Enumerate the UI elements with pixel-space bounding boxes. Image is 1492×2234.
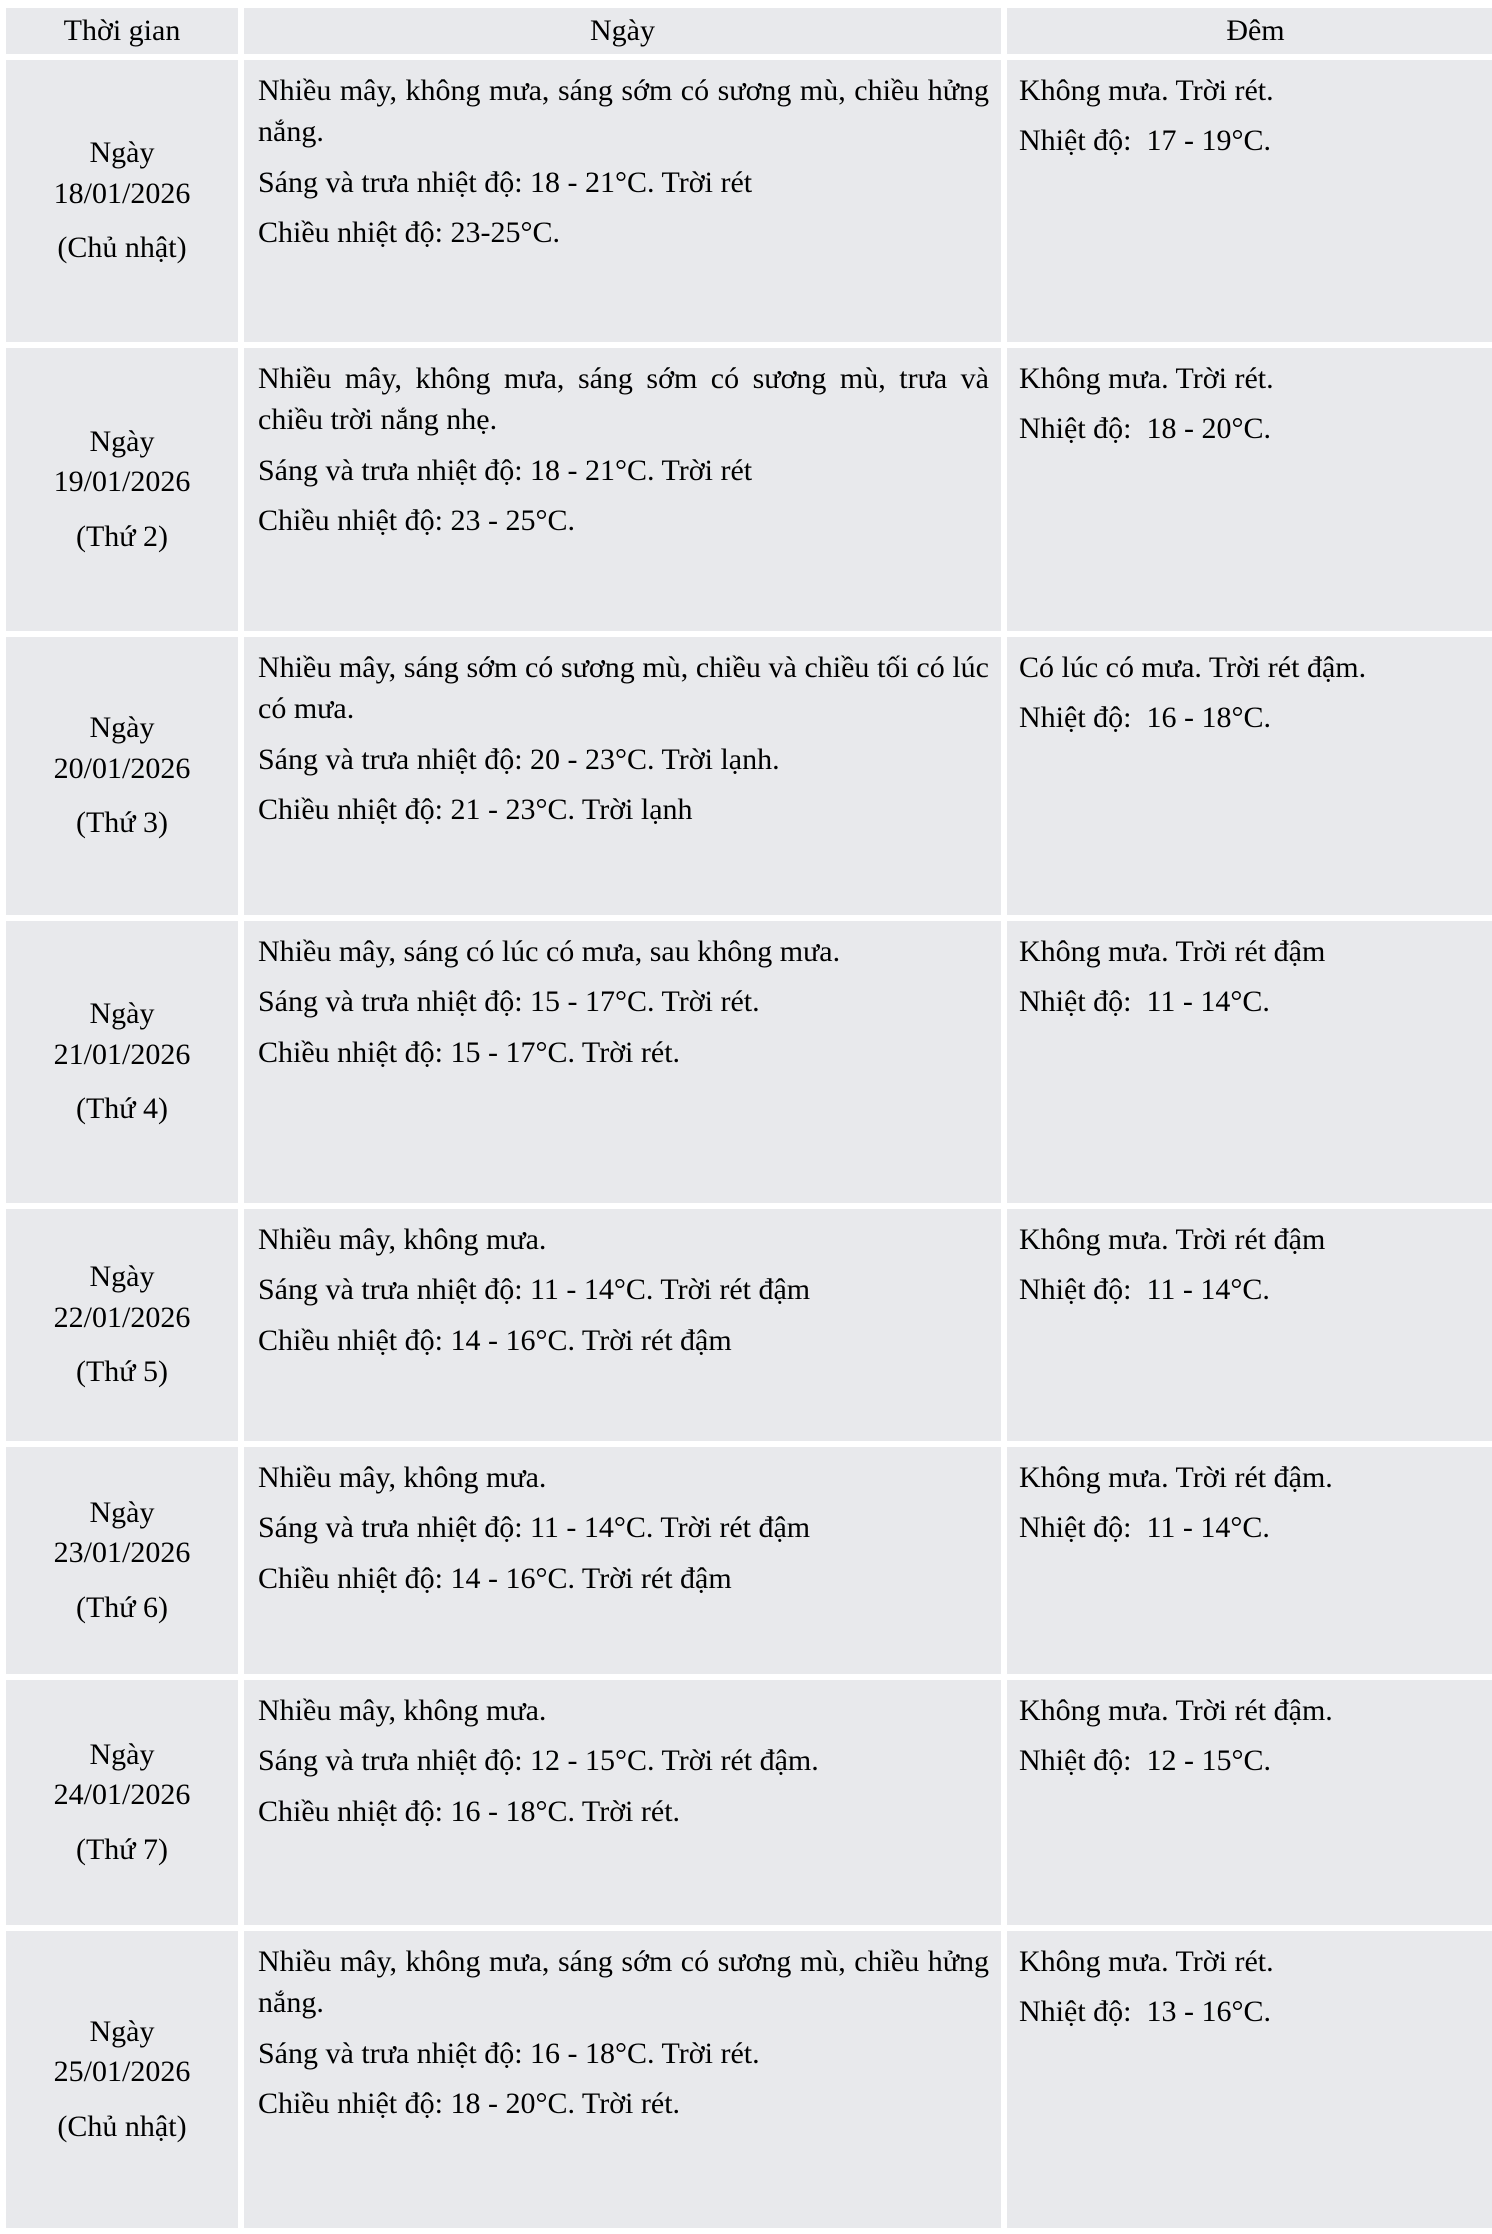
table-row bbox=[6, 1447, 1492, 1674]
night-forecast-text: Không mưa. Trời rét. bbox=[1019, 74, 1274, 107]
table-row bbox=[6, 921, 1492, 1203]
date-prefix: Ngày bbox=[89, 136, 155, 170]
day-forecast-text: Sáng và trưa nhiệt độ: 11 - 14°C. Trời rét đậm bbox=[258, 1511, 811, 1545]
day-forecast-text: Chiều nhiệt độ: 21 - 23°C. Trời lạnh bbox=[258, 793, 693, 827]
night-forecast-cell bbox=[1007, 1931, 1492, 2228]
night-forecast-text: Nhiệt độ: 18 - 20°C. bbox=[1019, 412, 1271, 446]
night-forecast-text: Không mưa. Trời rét đậm bbox=[1019, 935, 1326, 968]
night-forecast-text: Không mưa. Trời rét. bbox=[1019, 362, 1274, 395]
day-forecast-text: Nhiều mây, không mưa, sáng sớm có sương mù, chiều hửng nắng. bbox=[258, 74, 989, 149]
day-forecast-text: Nhiều mây, sáng sớm có sương mù, chiều và chiều tối có lúc có mưa. bbox=[258, 651, 989, 726]
forecast-table-header bbox=[6, 8, 1492, 54]
day-forecast-text: Nhiều mây, không mưa, sáng sớm có sương mù, chiều hửng nắng. bbox=[258, 1945, 989, 2020]
day-forecast-text: Sáng và trưa nhiệt độ: 11 - 14°C. Trời rét đậm bbox=[258, 1273, 811, 1307]
night-forecast-cell bbox=[1007, 348, 1492, 631]
date-cell bbox=[6, 1680, 238, 1925]
weekday-label: (Thứ 4) bbox=[75, 1092, 169, 1126]
night-forecast-text: Nhiệt độ: 11 - 14°C. bbox=[1019, 1511, 1270, 1545]
header-row bbox=[6, 8, 1492, 54]
weekday-label: (Chủ nhật) bbox=[57, 231, 187, 265]
day-forecast-text: Sáng và trưa nhiệt độ: 16 - 18°C. Trời rét. bbox=[258, 2036, 760, 2070]
day-forecast-text: Nhiều mây, sáng có lúc có mưa, sau không mưa. bbox=[258, 935, 841, 968]
day-forecast-text: Sáng và trưa nhiệt độ: 20 - 23°C. Trời lạnh. bbox=[258, 742, 780, 776]
night-forecast-cell bbox=[1007, 1680, 1492, 1925]
day-forecast-cell bbox=[244, 637, 1001, 915]
date-cell bbox=[6, 60, 238, 342]
night-forecast-cell bbox=[1007, 60, 1492, 342]
night-forecast-text: Có lúc có mưa. Trời rét đậm. bbox=[1019, 651, 1367, 684]
night-forecast-text: Nhiệt độ: 16 - 18°C. bbox=[1019, 701, 1271, 735]
date-prefix: Ngày bbox=[89, 424, 155, 458]
night-forecast-text: Nhiệt độ: 17 - 19°C. bbox=[1019, 124, 1271, 158]
day-forecast-text: Chiều nhiệt độ: 18 - 20°C. Trời rét. bbox=[258, 2087, 681, 2121]
night-forecast-text: Không mưa. Trời rét. bbox=[1019, 1945, 1274, 1978]
day-forecast-text: Chiều nhiệt độ: 16 - 18°C. Trời rét. bbox=[258, 1794, 681, 1828]
date-cell bbox=[6, 348, 238, 631]
day-forecast-text: Nhiều mây, không mưa. bbox=[258, 1461, 547, 1494]
day-forecast-cell bbox=[244, 1209, 1001, 1441]
day-forecast-text: Chiều nhiệt độ: 14 - 16°C. Trời rét đậm bbox=[258, 1561, 732, 1595]
date-value: 22/01/2026 bbox=[53, 1300, 191, 1334]
weekday-label: (Thứ 2) bbox=[75, 519, 169, 553]
date-prefix: Ngày bbox=[89, 2014, 155, 2048]
date-cell bbox=[6, 1209, 238, 1441]
weekday-label: (Thứ 7) bbox=[75, 1832, 169, 1866]
date-value: 23/01/2026 bbox=[53, 1536, 191, 1570]
day-forecast-text: Chiều nhiệt độ: 15 - 17°C. Trời rét. bbox=[258, 1035, 681, 1069]
date-value: 20/01/2026 bbox=[53, 751, 191, 785]
table-row bbox=[6, 1931, 1492, 2228]
night-forecast-text: Nhiệt độ: 13 - 16°C. bbox=[1019, 1995, 1271, 2029]
header-day: Ngày bbox=[244, 8, 1001, 54]
day-forecast-cell bbox=[244, 348, 1001, 631]
weather-forecast-table bbox=[0, 2, 1492, 2234]
date-cell bbox=[6, 921, 238, 1203]
weekday-label: (Thứ 6) bbox=[75, 1590, 169, 1624]
night-forecast-cell bbox=[1007, 1447, 1492, 1674]
table-row bbox=[6, 1680, 1492, 1925]
day-forecast-text: Nhiều mây, không mưa. bbox=[258, 1223, 547, 1256]
day-forecast-text: Sáng và trưa nhiệt độ: 18 - 21°C. Trời rét bbox=[258, 453, 753, 487]
date-cell bbox=[6, 1931, 238, 2228]
forecast-table-body bbox=[6, 60, 1492, 2228]
table-row bbox=[6, 1209, 1492, 1441]
date-cell bbox=[6, 1447, 238, 1674]
header-night: Đêm bbox=[1007, 8, 1492, 54]
date-value: 19/01/2026 bbox=[53, 465, 191, 499]
date-prefix: Ngày bbox=[89, 1737, 155, 1771]
date-cell bbox=[6, 637, 238, 915]
weekday-label: (Thứ 3) bbox=[75, 806, 169, 840]
day-forecast-cell bbox=[244, 1447, 1001, 1674]
table-row bbox=[6, 637, 1492, 915]
date-value: 18/01/2026 bbox=[53, 176, 191, 210]
night-forecast-text: Nhiệt độ: 12 - 15°C. bbox=[1019, 1744, 1271, 1778]
night-forecast-text: Không mưa. Trời rét đậm. bbox=[1019, 1694, 1333, 1727]
night-forecast-text: Không mưa. Trời rét đậm. bbox=[1019, 1461, 1333, 1494]
date-prefix: Ngày bbox=[89, 997, 155, 1031]
header-time: Thời gian bbox=[6, 8, 238, 54]
night-forecast-text: Không mưa. Trời rét đậm bbox=[1019, 1223, 1326, 1256]
date-prefix: Ngày bbox=[89, 1260, 155, 1294]
night-forecast-cell bbox=[1007, 1209, 1492, 1441]
date-prefix: Ngày bbox=[89, 711, 155, 745]
table-row bbox=[6, 60, 1492, 342]
day-forecast-text: Chiều nhiệt độ: 23 - 25°C. bbox=[258, 504, 575, 538]
day-forecast-text: Sáng và trưa nhiệt độ: 12 - 15°C. Trời rét đậm. bbox=[258, 1744, 819, 1778]
date-value: 25/01/2026 bbox=[53, 2055, 191, 2089]
night-forecast-cell bbox=[1007, 637, 1492, 915]
night-forecast-text: Nhiệt độ: 11 - 14°C. bbox=[1019, 985, 1270, 1019]
day-forecast-text: Nhiều mây, không mưa. bbox=[258, 1694, 547, 1727]
day-forecast-text: Chiều nhiệt độ: 23-25°C. bbox=[258, 216, 560, 250]
day-forecast-cell bbox=[244, 921, 1001, 1203]
day-forecast-text: Nhiều mây, không mưa, sáng sớm có sương mù, trưa và chiều trời nắng nhẹ. bbox=[258, 362, 989, 437]
night-forecast-text: Nhiệt độ: 11 - 14°C. bbox=[1019, 1273, 1270, 1307]
night-forecast-cell bbox=[1007, 921, 1492, 1203]
table-row bbox=[6, 348, 1492, 631]
date-prefix: Ngày bbox=[89, 1495, 155, 1529]
day-forecast-cell bbox=[244, 1680, 1001, 1925]
weekday-label: (Thứ 5) bbox=[75, 1355, 169, 1389]
day-forecast-text: Sáng và trưa nhiệt độ: 15 - 17°C. Trời rét. bbox=[258, 985, 760, 1019]
weekday-label: (Chủ nhật) bbox=[57, 2109, 187, 2143]
day-forecast-text: Chiều nhiệt độ: 14 - 16°C. Trời rét đậm bbox=[258, 1323, 732, 1357]
day-forecast-cell bbox=[244, 60, 1001, 342]
date-value: 24/01/2026 bbox=[53, 1778, 191, 1812]
date-value: 21/01/2026 bbox=[53, 1037, 191, 1071]
day-forecast-text: Sáng và trưa nhiệt độ: 18 - 21°C. Trời rét bbox=[258, 165, 753, 199]
day-forecast-cell bbox=[244, 1931, 1001, 2228]
